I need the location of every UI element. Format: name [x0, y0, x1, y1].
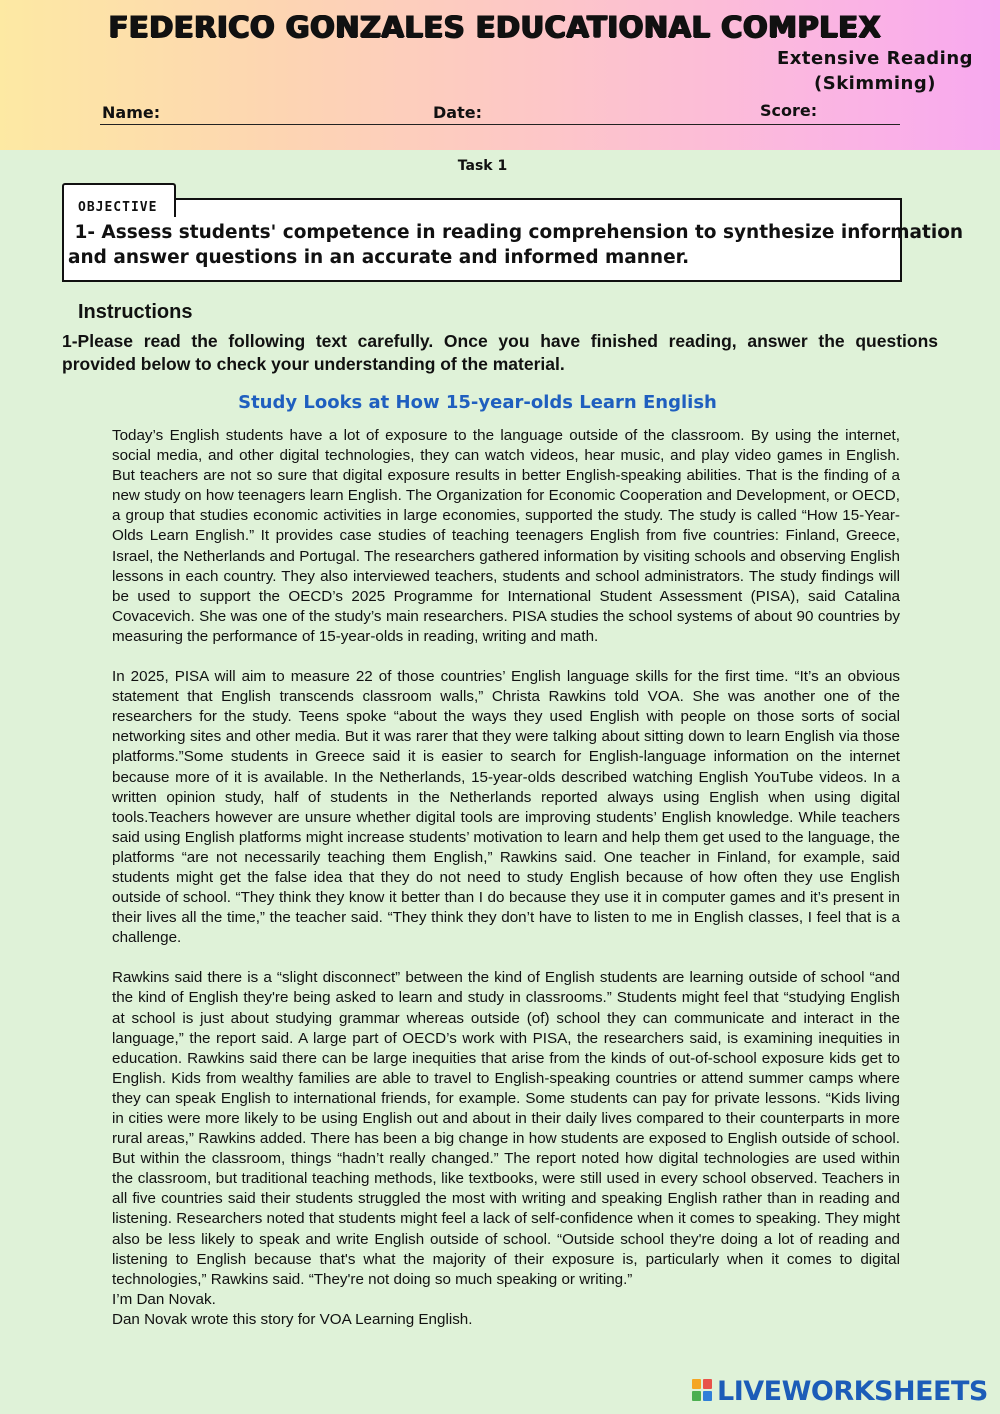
article-title: Study Looks at How 15-year-olds Learn English	[238, 392, 717, 413]
objective-line1: 1- Assess students' competence in reading comprehension to synthesize information	[68, 222, 964, 243]
article-signoff: I’m Dan Novak.	[112, 1290, 216, 1308]
page-header	[0, 0, 1000, 150]
name-label: Name:	[102, 103, 161, 122]
instructions-heading: Instructions	[78, 301, 193, 323]
article-paragraph-2: In 2025, PISA will aim to measure 22 of those countries’ English language skills for the first time. “It’s an obvious statement that English transcends classroom walls,” Christa Rawkins told VOA. She was another one of the researchers for the study. Teens spoke “about the ways they used English with people on those sorts of social networking sites and other media. But it was rarer that they were talking about sitting down to learn English via those platforms.”Some students in Greece said it is easier to search for English-language information on the internet because more of it is available. In the Netherlands, 15-year-olds described watching English YouTube videos. In a written opinion study, half of students in the Netherlands reported always using English when using digital tools.Teachers however are unsure whether digital tools are improving students’ English knowledge. While teachers said using English platforms might increase students’ motivation to learn and help them get used to the language, the platforms “are not necessarily teaching them English,” Rawkins said. One teacher in Finland, for example, said students might get the false idea that they do not need to study English because of how often they use English outside of school. “They think they know it better than I do because they use it in computer games and it’s present in their lives all the time,” the teacher said. “They think they don’t have to listen to me in English classes, I feel that is a challenge.	[112, 668, 900, 947]
date-label: Date:	[433, 103, 482, 122]
article-paragraph-1: Today’s English students have a lot of exposure to the language outside of the classroom. By using the internet, social media, and other digital technologies, they can watch videos, hear music, and play video games in English. But teachers are not so sure that digital exposure results in better English-speaking abilities. That is the finding of a new study on how teenagers learn English. The Organization for Economic Cooperation and Development, or OECD, a group that studies economic activities in large economies, supported the study. The study is called “How 15-Year-Olds Learn English.” It provides case studies of teaching teenagers English from five countries: Finland, Greece, Israel, the Netherlands and Portugal. The researchers gathered information by visiting schools and observing English lessons in each country. They also interviewed teachers, students and school administrators. The study findings will be used to support the OECD’s 2025 Programme for International Student Assessment (PISA), said Catalina Covacevich. She was one of the study’s main researchers. PISA studies the school systems of about 90 countries by measuring the performance of 15-year-olds in reading, writing and math.	[112, 427, 900, 645]
article-paragraph-3: Rawkins said there is a “slight disconnect” between the kind of English students are learning outside of school “and the kind of English they're being asked to learn and study in classrooms.” Students might feel that “studying English at school is just about studying grammar whereas outside (of) school they can communicate and interact in the language,” the report said. A large part of OECD’s work with PISA, the researchers said, is examining inequities in education. Rawkins said there can be large inequities that arise from the kinds of out-of-school exposure kids get to English. Kids from wealthy families are able to travel to English-speaking countries or attend summer camps where they can speak English to international friends, for example. Some students can pay for private lessons. “Kids living in cities were more likely to be using English out and about in their daily lives compared to their counterparts in more rural areas,” Rawkins added. There has been a big change in how students are exposed to English outside of school. But within the classroom, things “hadn’t really changed.” The report noted how digital technologies are used within the classroom, but traditional teaching methods, like textbooks, were still used in every school observed. Teachers in all five countries said their students struggled the most with writing and speaking English rather than in reading and listening. Researchers noted that students might feel a lack of self-confidence when it comes to speaking. They might also be less likely to speak and write English outside of school. “Outside school they're doing a lot of reading and listening to English because that's what the majority of their exposure is, particularly when it comes to digital technologies,” Rawkins said. “They're not doing so much speaking or writing.”	[112, 969, 900, 1288]
liveworksheets-logo-text: LIVEWORKSHEETS	[717, 1375, 988, 1407]
objective-tab	[62, 183, 176, 217]
objective-tab-label: OBJECTIVE	[78, 200, 158, 215]
student-info-line	[100, 124, 900, 125]
activity-title	[775, 46, 975, 96]
liveworksheets-logo-icon	[692, 1379, 714, 1403]
article-byline: Dan Novak wrote this story for VOA Learning English.	[112, 1310, 473, 1328]
objective-text	[68, 220, 964, 270]
article-body	[112, 426, 900, 1330]
activity-title-line1: Extensive Reading	[776, 48, 974, 69]
objective-line2: and answer questions in an accurate and informed manner.	[68, 247, 690, 268]
task-label: Task 1	[457, 158, 508, 174]
liveworksheets-logo	[692, 1375, 988, 1407]
activity-title-line2: (Skimming)	[814, 73, 936, 94]
score-label: Score:	[760, 101, 818, 120]
instructions-text: 1-Please read the following text carefully. Once you have finished reading, answer the questions provided below to check your understanding of the material.	[62, 331, 938, 374]
school-name: FEDERICO GONZALES EDUCATIONAL COMPLEX	[108, 10, 882, 44]
